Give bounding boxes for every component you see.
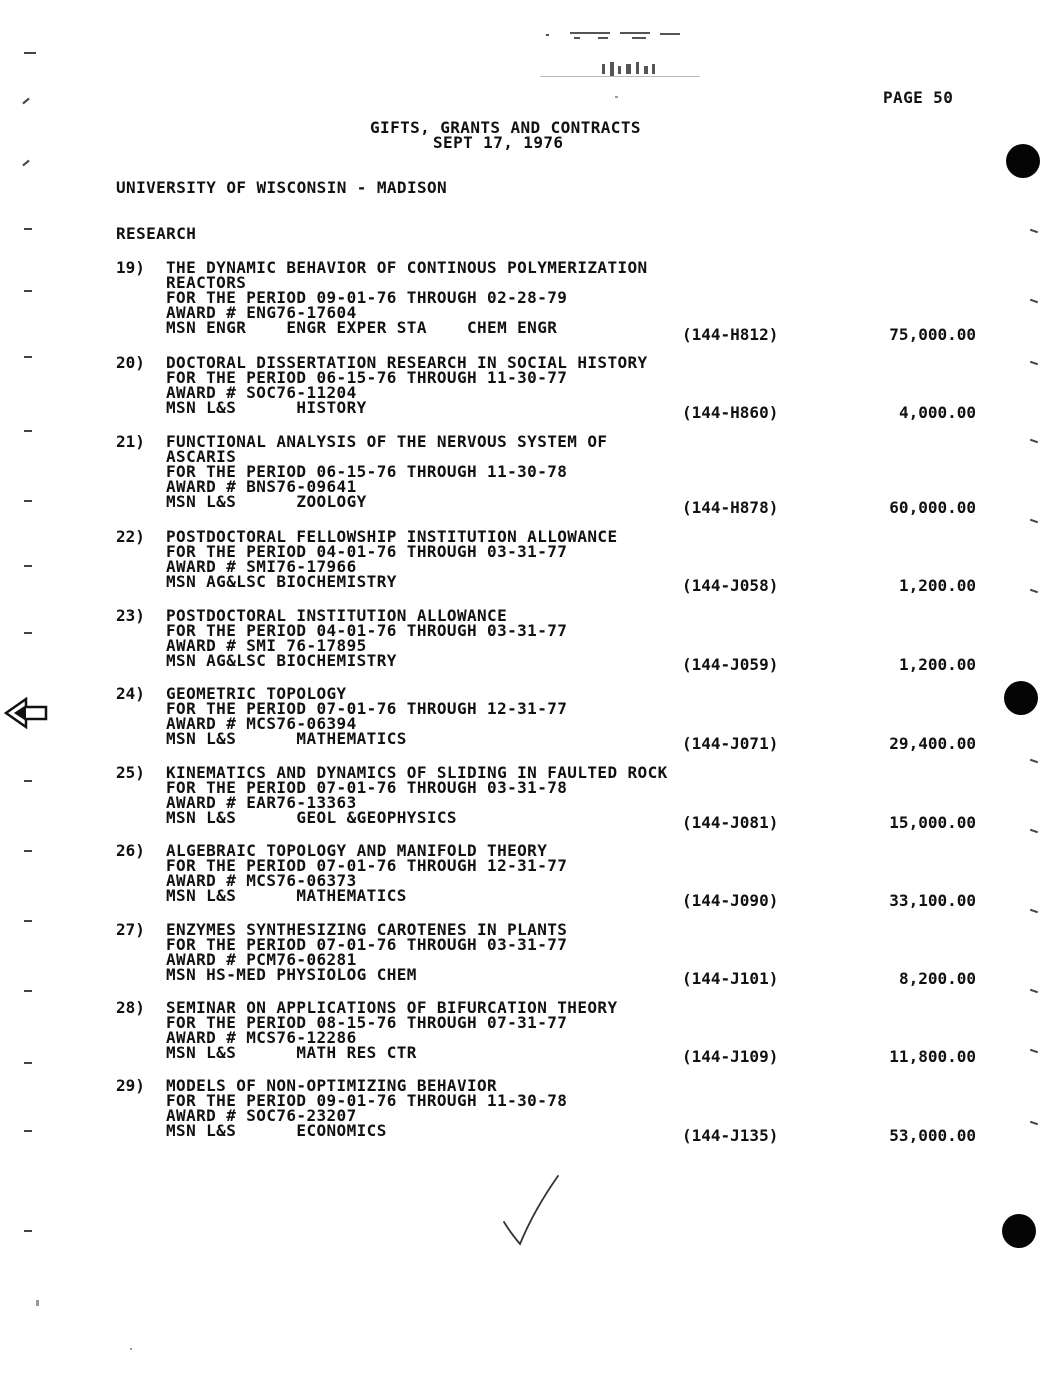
entry-award: AWARD # PCM76-06281 <box>166 950 357 969</box>
entry-period: FOR THE PERIOD 08-15-76 THROUGH 07-31-77 <box>166 1013 568 1032</box>
margin-mark <box>1030 361 1038 366</box>
margin-mark <box>1030 1121 1038 1126</box>
entry-title: FUNCTIONAL ANALYSIS OF THE NERVOUS SYSTEM OF <box>166 432 608 451</box>
entry-number: 25) <box>116 763 145 782</box>
margin-mark <box>1030 759 1038 764</box>
entry-account: (144-H812) <box>682 325 779 344</box>
entry-award: AWARD # SOC76-23207 <box>166 1106 357 1125</box>
binder-hole <box>1006 144 1040 178</box>
entry-account: (144-H860) <box>682 403 779 422</box>
entry-period: FOR THE PERIOD 06-15-76 THROUGH 11-30-78 <box>166 462 568 481</box>
entry-title: MODELS OF NON-OPTIMIZING BEHAVIOR <box>166 1076 498 1095</box>
entry-amount: 29,400.00 <box>889 734 976 753</box>
entry-amount: 1,200.00 <box>898 576 976 595</box>
margin-mark <box>1030 519 1038 524</box>
entry-award: AWARD # SMI 76-17895 <box>166 636 367 655</box>
margin-mark <box>1030 589 1038 594</box>
entry-number: 23) <box>116 606 145 625</box>
entry-account: (144-J109) <box>682 1047 779 1066</box>
check-mark-icon <box>498 1170 568 1250</box>
entry-period: FOR THE PERIOD 09-01-76 THROUGH 02-28-79 <box>166 288 568 307</box>
margin-mark <box>1030 299 1038 304</box>
document-title: GIFTS, GRANTS AND CONTRACTS <box>370 118 641 137</box>
margin-mark <box>24 632 32 634</box>
entry-award: AWARD # MCS76-06394 <box>166 714 357 733</box>
entry-award: AWARD # SOC76-11204 <box>166 383 357 402</box>
entry-account: (144-J071) <box>682 734 779 753</box>
entry-account: (144-J058) <box>682 576 779 595</box>
entry-amount: 4,000.00 <box>898 403 976 422</box>
entry-award: AWARD # SMI76-17966 <box>166 557 357 576</box>
page-number: PAGE 50 <box>883 88 954 107</box>
university-name: UNIVERSITY OF WISCONSIN - MADISON <box>116 178 448 197</box>
margin-mark <box>22 160 29 167</box>
entry-account: (144-J090) <box>682 891 779 910</box>
entry-department: MSN ENGR ENGR EXPER STA CHEM ENGR <box>166 318 558 337</box>
entry-number: 22) <box>116 527 145 546</box>
entry-title: POSTDOCTORAL FELLOWSHIP INSTITUTION ALLOWANCE <box>166 527 618 546</box>
margin-mark <box>1030 229 1038 234</box>
entry-number: 28) <box>116 998 145 1017</box>
entry-title: GEOMETRIC TOPOLOGY <box>166 684 347 703</box>
entry-award: AWARD # MCS76-12286 <box>166 1028 357 1047</box>
entry-amount: 11,800.00 <box>889 1047 976 1066</box>
section-heading: RESEARCH <box>116 224 197 243</box>
arrow-mark-icon <box>4 696 48 730</box>
margin-mark <box>24 228 32 230</box>
entry-department: MSN L&S ECONOMICS <box>166 1121 387 1140</box>
entry-award: AWARD # BNS76-09641 <box>166 477 357 496</box>
entry-number: 19) <box>116 258 145 277</box>
entry-award: AWARD # EAR76-13363 <box>166 793 357 812</box>
margin-mark <box>24 290 32 292</box>
margin-mark <box>1030 829 1038 834</box>
entry-period: FOR THE PERIOD 04-01-76 THROUGH 03-31-77 <box>166 542 568 561</box>
margin-mark <box>24 1062 32 1064</box>
scan-speck <box>615 96 618 98</box>
entry-title: KINEMATICS AND DYNAMICS OF SLIDING IN FAULTED ROCK <box>166 763 668 782</box>
entry-period: FOR THE PERIOD 07-01-76 THROUGH 12-31-77 <box>166 699 568 718</box>
entry-amount: 53,000.00 <box>889 1126 976 1145</box>
entry-number: 26) <box>116 841 145 860</box>
entry-department: MSN L&S MATHEMATICS <box>166 886 407 905</box>
margin-mark <box>24 430 32 432</box>
entry-period: FOR THE PERIOD 07-01-76 THROUGH 03-31-78 <box>166 778 568 797</box>
entry-account: (144-J081) <box>682 813 779 832</box>
entry-amount: 15,000.00 <box>889 813 976 832</box>
margin-mark <box>22 98 29 105</box>
entry-department: MSN L&S MATHEMATICS <box>166 729 407 748</box>
binder-hole <box>1004 681 1038 715</box>
entry-period: FOR THE PERIOD 07-01-76 THROUGH 12-31-77 <box>166 856 568 875</box>
entry-account: (144-J135) <box>682 1126 779 1145</box>
entry-title: THE DYNAMIC BEHAVIOR OF CONTINOUS POLYMERIZATION <box>166 258 648 277</box>
scan-smudge <box>540 28 700 98</box>
entry-account: (144-J101) <box>682 969 779 988</box>
entry-number: 27) <box>116 920 145 939</box>
margin-mark <box>1030 989 1038 994</box>
entry-account: (144-H878) <box>682 498 779 517</box>
margin-mark <box>24 52 36 54</box>
scan-speck <box>130 1348 132 1350</box>
entry-title-cont: REACTORS <box>166 273 247 292</box>
entry-number: 21) <box>116 432 145 451</box>
binder-hole <box>1002 1214 1036 1248</box>
entry-title: POSTDOCTORAL INSTITUTION ALLOWANCE <box>166 606 508 625</box>
entry-department: MSN HS-MED PHYSIOLOG CHEM <box>166 965 417 984</box>
margin-mark <box>24 850 32 852</box>
entry-title: ENZYMES SYNTHESIZING CAROTENES IN PLANTS <box>166 920 568 939</box>
entry-department: MSN L&S ZOOLOGY <box>166 492 367 511</box>
entry-number: 29) <box>116 1076 145 1095</box>
entry-title: SEMINAR ON APPLICATIONS OF BIFURCATION THEORY <box>166 998 618 1017</box>
margin-mark <box>24 565 32 567</box>
entry-period: FOR THE PERIOD 09-01-76 THROUGH 11-30-78 <box>166 1091 568 1110</box>
margin-mark <box>1030 1049 1038 1054</box>
margin-mark <box>1030 439 1038 444</box>
document-date: SEPT 17, 1976 <box>433 133 564 152</box>
entry-period: FOR THE PERIOD 04-01-76 THROUGH 03-31-77 <box>166 621 568 640</box>
entry-department: MSN L&S MATH RES CTR <box>166 1043 417 1062</box>
entry-account: (144-J059) <box>682 655 779 674</box>
margin-mark <box>24 990 32 992</box>
margin-mark <box>24 920 32 922</box>
entry-department: MSN AG&LSC BIOCHEMISTRY <box>166 651 397 670</box>
entry-award: AWARD # ENG76-17604 <box>166 303 357 322</box>
entry-title-cont: ASCARIS <box>166 447 237 466</box>
entry-number: 20) <box>116 353 145 372</box>
margin-mark <box>24 780 32 782</box>
margin-mark <box>24 1230 32 1232</box>
entry-amount: 1,200.00 <box>898 655 976 674</box>
entry-department: MSN AG&LSC BIOCHEMISTRY <box>166 572 397 591</box>
entry-title: DOCTORAL DISSERTATION RESEARCH IN SOCIAL HISTORY <box>166 353 648 372</box>
entry-amount: 75,000.00 <box>889 325 976 344</box>
entry-department: MSN L&S GEOL &GEOPHYSICS <box>166 808 457 827</box>
entry-title: ALGEBRAIC TOPOLOGY AND MANIFOLD THEORY <box>166 841 548 860</box>
margin-mark <box>1030 909 1038 914</box>
margin-mark <box>24 356 32 358</box>
entry-period: FOR THE PERIOD 07-01-76 THROUGH 03-31-77 <box>166 935 568 954</box>
entry-department: MSN L&S HISTORY <box>166 398 367 417</box>
scan-speck <box>36 1300 39 1306</box>
entry-amount: 60,000.00 <box>889 498 976 517</box>
entry-award: AWARD # MCS76-06373 <box>166 871 357 890</box>
margin-mark <box>24 500 32 502</box>
entry-amount: 8,200.00 <box>898 969 976 988</box>
entry-period: FOR THE PERIOD 06-15-76 THROUGH 11-30-77 <box>166 368 568 387</box>
entry-number: 24) <box>116 684 145 703</box>
margin-mark <box>24 1130 32 1132</box>
entry-amount: 33,100.00 <box>889 891 976 910</box>
